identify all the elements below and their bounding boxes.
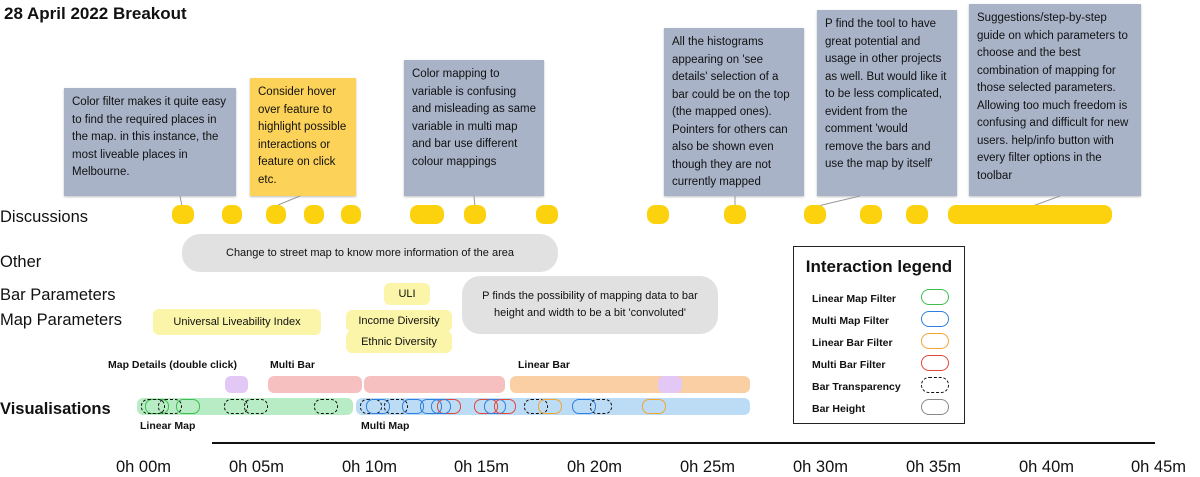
axis-tick-label: 0h 35m <box>906 458 962 476</box>
linear-bar-filter-marker <box>538 399 562 414</box>
row-label-map-parameters: Map Parameters <box>0 311 122 329</box>
axis-tick-label: 0h 05m <box>229 458 285 476</box>
discussion-marker <box>222 205 242 224</box>
row-label-other: Other <box>0 253 42 271</box>
discussion-marker <box>341 205 361 224</box>
linear-map-filter-marker <box>176 399 200 414</box>
other-note: Change to street map to know more information of the area <box>182 234 558 272</box>
suggestion-note: Consider hover over feature to highlight possible interactions or feature on click etc. <box>250 78 356 196</box>
axis-tick-label: 0h 20m <box>567 458 623 476</box>
legend-label-bar-height: Bar Height <box>812 403 866 415</box>
discussion-note: Color filter makes it quite easy to find the required places in the map. in this instance, the most liveable places in Melbourne. <box>64 88 236 196</box>
bar-transparency-marker <box>590 399 612 414</box>
axis-tick-label: 0h 00m <box>116 458 172 476</box>
legend-swatch-multi-map-filter <box>921 311 949 327</box>
discussion-marker <box>536 205 558 224</box>
vis-label-map-details: Map Details (double click) <box>108 359 237 371</box>
axis-tick-label: 0h 30m <box>793 458 849 476</box>
discussion-marker <box>906 205 928 224</box>
vis-label-linear-map: Linear Map <box>140 420 196 432</box>
discussion-note: P find the tool to have great potential and usage in other projects as well. But would like it to be less complicated, evident from the comment 'would remove the bars and use the map by itself' <box>817 10 957 196</box>
legend-swatch-bar-height <box>921 399 949 415</box>
discussion-marker <box>948 205 1112 224</box>
axis-tick-label: 0h 45m <box>1131 458 1187 476</box>
row-label-discussions: Discussions <box>0 208 89 226</box>
axis-tick-label: 0h 40m <box>1019 458 1075 476</box>
multi-map-filter-marker <box>431 399 451 414</box>
discussion-marker <box>266 205 286 224</box>
discussion-marker <box>804 205 826 224</box>
discussion-marker <box>304 205 324 224</box>
discussion-note: All the histograms appearing on 'see details' selection of a bar could be on the top (the mapped ones). Pointers for others can also be shown even though they are not currently mapped <box>664 28 804 196</box>
discussion-marker <box>410 205 444 224</box>
bar-transparency-marker <box>314 399 338 414</box>
multi-bar-bar <box>268 376 362 393</box>
interaction-legend <box>793 246 965 424</box>
multi-bar-bar <box>364 376 505 393</box>
legend-label-multi-map-filter: Multi Map Filter <box>812 315 889 327</box>
page-title: 28 April 2022 Breakout <box>4 4 187 23</box>
legend-label-bar-transparency: Bar Transparency <box>812 381 901 393</box>
map-details-bar <box>658 376 682 393</box>
parameter-income-diversity: Income Diversity <box>346 310 452 332</box>
linear-bar-filter-marker <box>642 399 666 414</box>
multi-bar-filter-marker <box>494 399 516 414</box>
legend-swatch-linear-map-filter <box>921 289 949 305</box>
vis-label-multi-map: Multi Map <box>361 420 410 432</box>
discussion-note: Suggestions/step-by-step guide on which parameters to choose and the best combination of mapping for those selected parameters. Allowing too much freedom is confusing and difficult for new users. help/info button with every filter options in the toolbar <box>969 4 1141 196</box>
legend-swatch-linear-bar-filter <box>921 333 949 349</box>
discussion-marker <box>724 205 746 224</box>
legend-title: Interaction legend <box>805 257 953 276</box>
discussion-marker <box>172 205 194 224</box>
axis-tick-label: 0h 15m <box>454 458 510 476</box>
legend-swatch-multi-bar-filter <box>921 355 949 371</box>
axis-tick-label: 0h 10m <box>342 458 398 476</box>
vis-label-linear-bar: Linear Bar <box>518 359 570 371</box>
legend-swatch-bar-transparency <box>921 377 949 393</box>
map-details-bar <box>225 376 248 393</box>
axis-tick-label: 0h 25m <box>680 458 736 476</box>
discussion-marker <box>647 205 669 224</box>
parameter-universal-liveability-index: Universal Liveability Index <box>153 309 321 335</box>
legend-label-linear-map-filter: Linear Map Filter <box>812 293 897 305</box>
other-note: P finds the possibility of mapping data to bar height and width to be a bit 'convoluted' <box>462 276 718 334</box>
discussion-note: Color mapping to variable is confusing and misleading as same variable in multi map and bar use different colour mappings <box>404 60 544 196</box>
vis-label-multi-bar: Multi Bar <box>270 359 315 371</box>
parameter-ethnic-diversity: Ethnic Diversity <box>346 331 452 353</box>
row-label-bar-parameters: Bar Parameters <box>0 286 116 304</box>
linear-bar-bar <box>510 376 750 393</box>
bar-transparency-marker <box>244 399 268 414</box>
time-axis-line <box>212 442 1155 444</box>
legend-label-multi-bar-filter: Multi Bar Filter <box>812 359 886 371</box>
discussion-marker <box>464 205 486 224</box>
discussion-marker <box>860 205 882 224</box>
legend-label-linear-bar-filter: Linear Bar Filter <box>812 337 893 349</box>
parameter-uli: ULI <box>384 283 430 305</box>
row-label-visualisations: Visualisations <box>0 400 111 418</box>
